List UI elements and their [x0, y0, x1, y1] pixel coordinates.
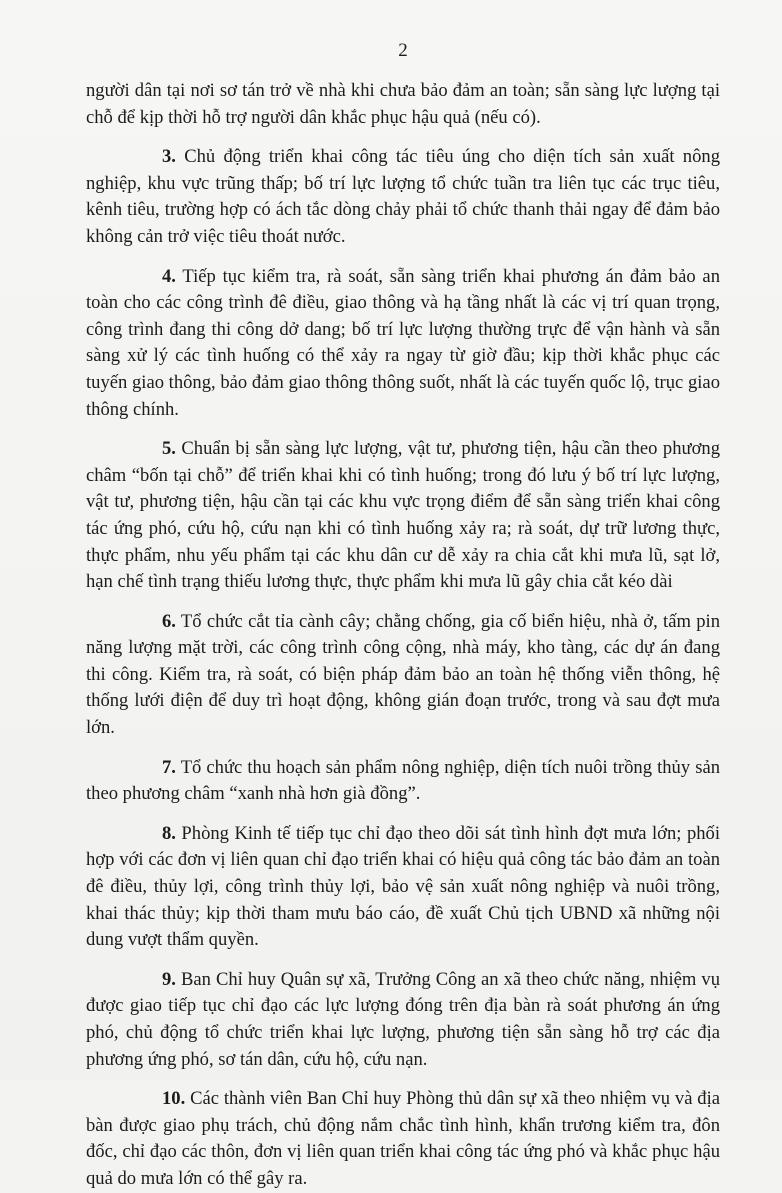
paragraph-number: 6.: [162, 610, 176, 632]
paragraph-text: Ban Chỉ huy Quân sự xã, Trưởng Công an xã theo chức năng, nhiệm vụ được giao tiếp tục chỉ đạo các lực lượng đóng trên địa bàn rà soát phương án ứng phó, chủ động tổ chức triển khai lực lượng, phương tiện sẵn sàng hỗ trợ các địa phương ứng phó, sơ tán dân, cứu hộ, cứu nạn.: [86, 968, 720, 1070]
paragraph-item-4: [86, 264, 720, 424]
paragraph-item-8: [86, 821, 720, 954]
paragraph-number: 4.: [162, 265, 176, 287]
paragraph-text: Chủ động triển khai công tác tiêu úng cho diện tích sản xuất nông nghiệp, khu vực trũng thấp; bố trí lực lượng tổ chức tuần tra liên tục các trục tiêu, kênh tiêu, trường hợp có ách tắc dòng chảy phải tổ chức thanh thải ngay để đảm bảo không cản trở việc tiêu thoát nước.: [86, 146, 720, 247]
paragraph-item-7: [86, 755, 720, 808]
paragraph-text: Tổ chức thu hoạch sản phẩm nông nghiệp, diện tích nuôi trồng thủy sản theo phương châm “xanh nhà hơn già đồng”.: [86, 756, 720, 805]
paragraph-number: 10.: [162, 1088, 186, 1110]
paragraph-item-3: [86, 144, 720, 250]
paragraph-text: Phòng Kinh tế tiếp tục chỉ đạo theo dõi sát tình hình đợt mưa lớn; phối hợp với các đơn vị liên quan chỉ đạo triển khai có hiệu quả công tác bảo đảm an toàn đê điều, thủy lợi, công trình thủy lợi, bảo vệ sản xuất nông nghiệp và nuôi trồng, khai thác thủy; kịp thời tham mưu báo cáo, đề xuất Chủ tịch UBND xã những nội dung vượt thẩm quyền.: [86, 822, 720, 951]
paragraph-text: Chuẩn bị sẵn sàng lực lượng, vật tư, phương tiện, hậu cần theo phương châm “bốn tại chỗ” để triển khai khi có tình huống; trong đó lưu ý bố trí lực lượng, vật tư, phương tiện, hậu cần tại các khu vực trọng điểm để sẵn sàng triển khai công tác ứng phó, cứu hộ, cứu nạn khi có tình huống xảy ra; rà soát, dự trữ lương thực, thực phẩm, nhu yếu phẩm tại các khu dân cư dễ xảy ra chia cắt khi mưa lũ, sạt lở, hạn chế tình trạng thiếu lương thực, thực phẩm khi mưa lũ gây chia cắt kéo dài: [86, 438, 720, 593]
paragraph-number: 8.: [162, 822, 176, 844]
paragraph-item-5: [86, 436, 720, 596]
paragraph-item-9: [86, 967, 720, 1073]
paragraph-number: 7.: [162, 756, 176, 778]
page-number: 2: [398, 40, 408, 61]
paragraph-number: 3.: [162, 146, 176, 168]
paragraph-text: Tổ chức cắt tỉa cành cây; chằng chống, gia cố biển hiệu, nhà ở, tấm pin năng lượng mặt trời, các công trình công cộng, nhà máy, kho tàng, các dự án đang thi công. Kiểm tra, rà soát, có biện pháp đảm bảo an toàn hệ thống viễn thông, hệ thống lưới điện để duy trì hoạt động, không gián đoạn trước, trong và sau đợt mưa lớn.: [86, 610, 720, 739]
paragraph-number: 5.: [162, 438, 176, 460]
paragraph-continuation: [86, 78, 720, 131]
paragraph-text: Các thành viên Ban Chỉ huy Phòng thủ dân sự xã theo nhiệm vụ và địa bàn được giao phụ trách, chủ động nắm chắc tình hình, khẩn trương kiểm tra, đôn đốc, chỉ đạo các thôn, đơn vị liên quan triển khai công tác ứng phó và khắc phục hậu quả do mưa lớn có thể gây ra.: [86, 1088, 720, 1189]
paragraph-text: Tiếp tục kiểm tra, rà soát, sẵn sàng triển khai phương án đảm bảo an toàn cho các công trình đê điều, giao thông và hạ tầng nhất là các vị trí quan trọng, công trình đang thi công dở dang; bố trí lực lượng thường trực để vận hành và sẵn sàng xử lý các tình huống có thể xảy ra ngay từ giờ đầu; kịp thời khắc phục các tuyến giao thông, bảo đảm giao thông thông suốt, nhất là các tuyến quốc lộ, trục giao thông chính.: [86, 265, 720, 420]
paragraph-item-10: [86, 1086, 720, 1192]
paragraph-number: 9.: [162, 968, 176, 990]
paragraph-item-6: [86, 609, 720, 742]
paragraph-text: người dân tại nơi sơ tán trở về nhà khi chưa bảo đảm an toàn; sẵn sàng lực lượng tại chỗ để kịp thời hỗ trợ người dân khắc phục hậu quả (nếu có).: [86, 80, 720, 128]
